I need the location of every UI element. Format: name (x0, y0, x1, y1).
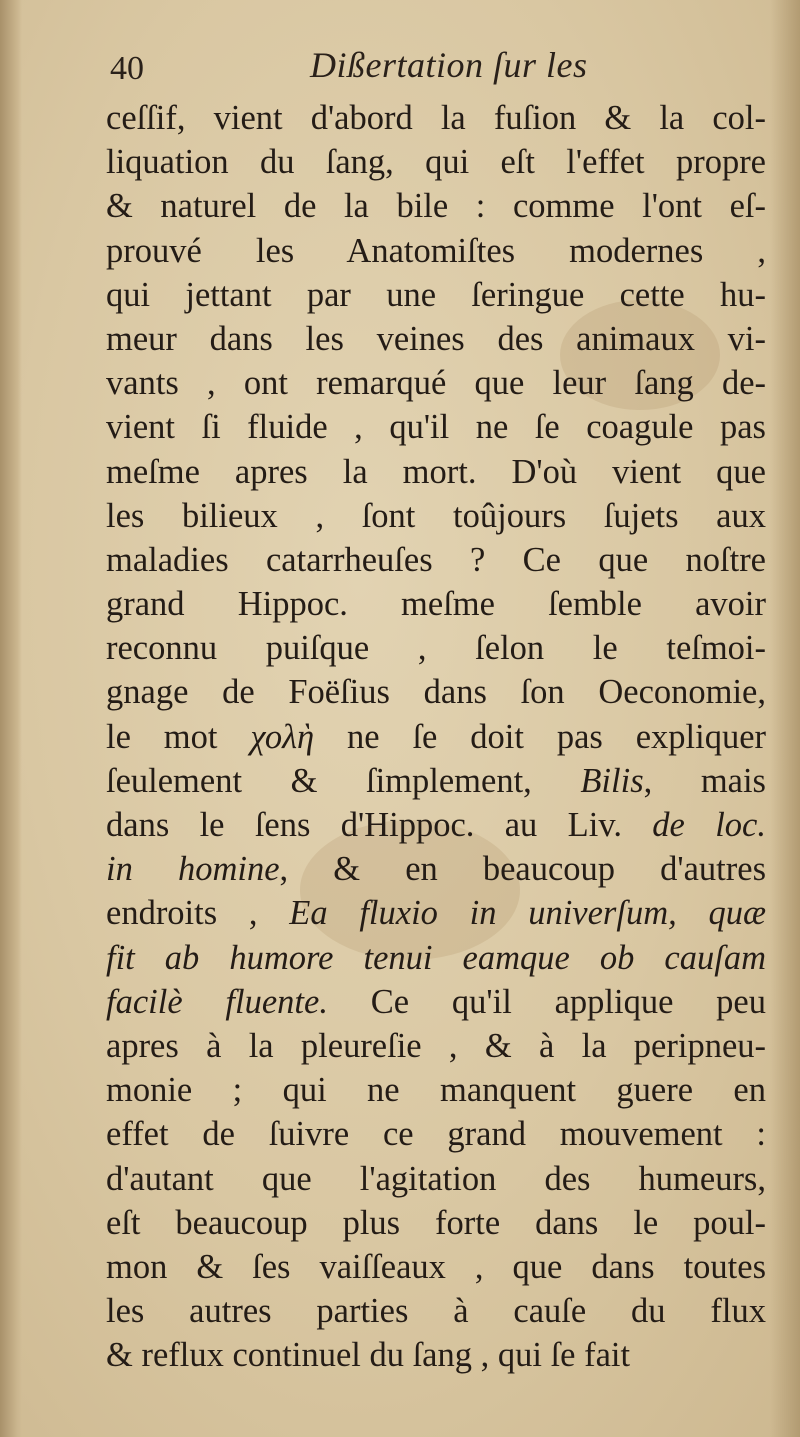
text-segment: & reflux continuel du ſang , qui ſe fait (106, 1336, 631, 1375)
text-line (106, 759, 766, 803)
text-line (106, 582, 766, 626)
text-line (106, 1201, 766, 1245)
text-line (106, 1245, 766, 1289)
italic-text: de loc. (652, 806, 766, 844)
text-line (106, 936, 766, 980)
italic-text: Bilis (580, 761, 644, 800)
italic-text: Ea fluxio in univerſum, quæ (289, 894, 766, 933)
italic-text: fit ab humore tenui eamque ob cauſam (106, 938, 766, 977)
text-segment: le mot (106, 717, 251, 756)
text-segment: ſeulement & ſimplement, (106, 761, 581, 800)
italic-text: facilè fluente. (106, 982, 328, 1021)
text-line (106, 361, 766, 405)
text-segment: prouvé les Anatomiſtes modernes , (106, 231, 766, 270)
text-line (106, 1289, 766, 1333)
text-line (106, 494, 766, 538)
text-line (106, 670, 766, 714)
text-segment: monie ; qui ne manquent guere en (106, 1071, 766, 1110)
running-head: Dißertation ſur les (310, 45, 588, 85)
text-line (106, 450, 766, 494)
text-segment: les autres parties à cauſe du flux (106, 1292, 766, 1331)
page-header (110, 40, 670, 96)
text-segment: apres à la pleureſie , & à la peripneu- (106, 1026, 766, 1065)
text-line (106, 184, 766, 228)
text-line (106, 1112, 766, 1156)
text-segment: & naturel de la bile : comme l'ont eſ- (106, 187, 766, 226)
text-segment: meſme apres la mort. D'où vient que (106, 452, 766, 491)
text-line (106, 803, 766, 847)
text-segment: vants , ont remarqué que leur ſang de- (106, 364, 766, 403)
text-line (106, 715, 766, 759)
body-text (106, 96, 766, 1377)
text-line (106, 626, 766, 670)
text-segment: d'autant que l'agitation des humeurs, (106, 1159, 766, 1198)
text-segment: , & en beaucoup d'autres (279, 850, 766, 889)
text-segment: dans le ſens d'Hippoc. au Liv. (106, 806, 653, 844)
text-segment: ne ſe doit pas expliquer (314, 717, 766, 756)
text-segment: liquation du ſang, qui eſt l'effet propre (106, 143, 766, 182)
text-segment: gnage de Foëſius dans ſon Oeconomie, (106, 673, 766, 712)
text-segment: grand Hippoc. meſme ſemble avoir (106, 585, 766, 624)
page-gutter-shadow (0, 0, 22, 1437)
text-line (106, 273, 766, 317)
text-segment: maladies catarrheuſes ? Ce que noſtre (106, 540, 766, 579)
text-line (106, 891, 766, 935)
page-edge-shadow (770, 0, 800, 1437)
text-line (106, 229, 766, 273)
text-line (106, 847, 766, 891)
text-segment: mon & ſes vaiſſeaux , que dans toutes (106, 1247, 766, 1286)
text-segment: vient ſi fluide , qu'il ne ſe coagule pas (106, 408, 766, 447)
text-segment: effet de ſuivre ce grand mouvement : (106, 1115, 766, 1154)
text-segment: Ce qu'il applique peu (327, 982, 766, 1021)
text-line (106, 405, 766, 449)
text-line (106, 140, 766, 184)
text-segment: les bilieux , ſont toûjours ſujets aux (106, 496, 766, 535)
text-line (106, 96, 766, 140)
text-segment: eſt beaucoup plus forte dans le poul- (106, 1203, 766, 1242)
text-segment: qui jettant par une ſeringue cette hu- (106, 275, 766, 314)
text-segment: reconnu puiſque , ſelon le teſmoi- (106, 629, 766, 668)
italic-text: in homine (106, 850, 280, 889)
text-line (106, 538, 766, 582)
text-line (106, 1157, 766, 1201)
text-line (106, 1024, 766, 1068)
text-line (106, 980, 766, 1024)
text-line (106, 1068, 766, 1112)
page-number: 40 (110, 50, 144, 87)
italic-text: χολὴ (250, 717, 315, 756)
text-line (106, 317, 766, 361)
text-segment: meur dans les veines des animaux vi- (106, 319, 766, 358)
text-segment: endroits , (106, 894, 290, 933)
text-line (106, 1333, 766, 1377)
text-segment: ceſſif, vient d'abord la fuſion & la col- (106, 99, 766, 137)
text-segment: , mais (643, 761, 766, 800)
